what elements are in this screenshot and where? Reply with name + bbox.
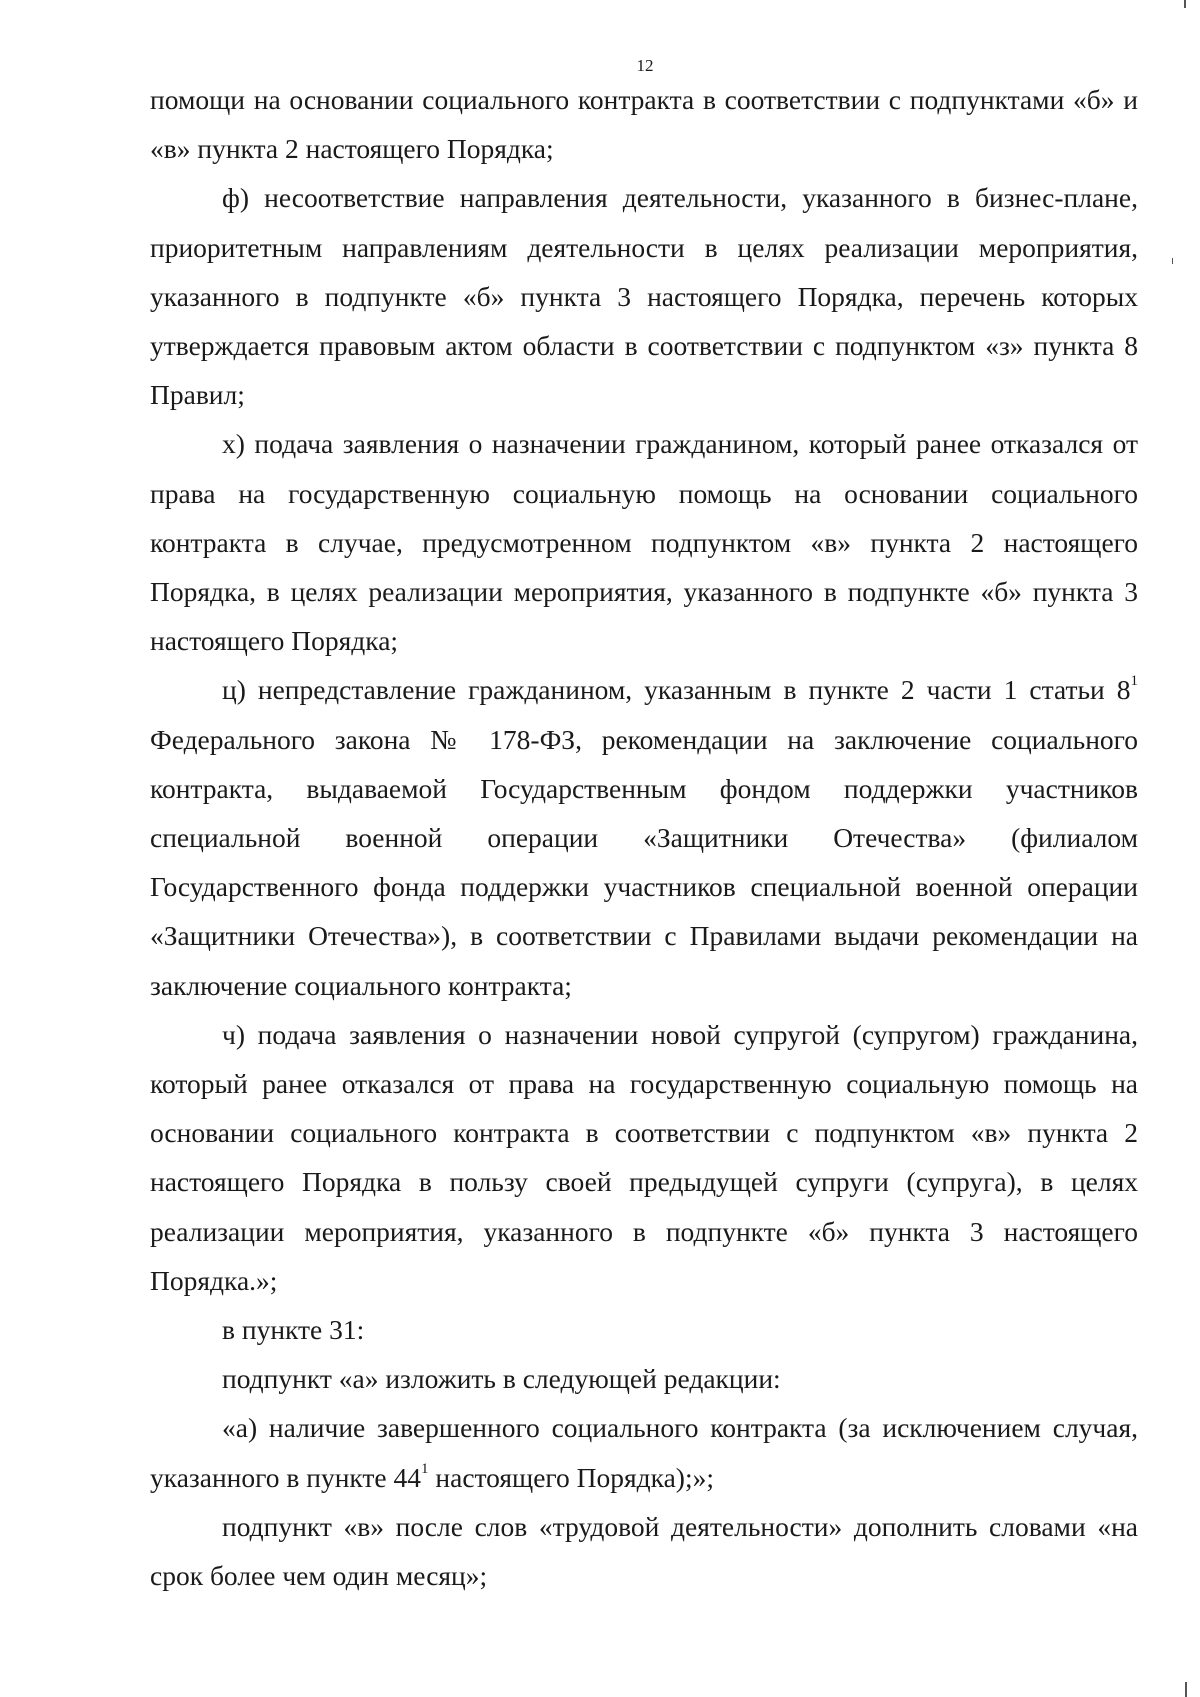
paragraph-ts-text-before: ц) непредставление гражданином, указанным в пункте 2 части 1 статьи 8: [222, 674, 1131, 706]
paragraph-ch: ч) подача заявления о назначении новой супругой (супругом) гражданина, который ранее отказался от права на государственную социальную помощь на основании социального контракта в соответствии с подпунктом «в» пункта 2 настоящего Порядка в пользу своей предыдущей супруги (супруга), в целях реализации мероприятия, указанного в подпункте «б» пункта 3 настоящего Порядка.»;: [150, 1018, 1138, 1296]
scan-mark-right: [1172, 258, 1173, 264]
paragraph-subitem-a-text-after: настоящего Порядка);»;: [428, 1461, 714, 1493]
paragraph-kh: х) подача заявления о назначении гражданином, который ранее отказался от права на государственную социальную помощь на основании социального контракта в случае, предусмотренном подпунктом «в» пункта 2 настоящего Порядка, в целях реализации мероприятия, указанного в подпункте «б» пункта 3 настоящего Порядка;: [150, 428, 1138, 657]
document-body: [150, 75, 1138, 1600]
paragraph-subitem-a-instruction: подпункт «а» изложить в следующей редакции:: [222, 1363, 781, 1395]
scan-mark-top-right: [1184, 0, 1186, 8]
scan-mark-bottom-right: [1185, 1682, 1187, 1697]
paragraph-subitem-a-superscript: 1: [421, 1460, 429, 1477]
paragraph-ts: [150, 665, 1138, 1009]
paragraph-subitem-v: подпункт «в» после слов «трудовой деятельности» дополнить словами «на срок более чем один месяц»;: [150, 1510, 1138, 1592]
paragraph-f: ф) несоответствие направления деятельности, указанного в бизнес-плане, приоритетным направлениям деятельности в целях реализации мероприятия, указанного в подпункте «б» пункта 3 настоящего Порядка, перечень которых утверждается правовым актом области в соответствии с подпунктом «з» пункта 8 Правил;: [150, 182, 1138, 411]
paragraph-subitem-a-text: [150, 1403, 1138, 1501]
page-number: 12: [636, 56, 654, 75]
paragraph-continuation: помощи на основании социального контракта в соответствии с подпунктами «б» и «в» пункта 2 настоящего Порядка;: [150, 84, 1138, 165]
paragraph-item-31: в пункте 31:: [222, 1314, 365, 1346]
paragraph-subitem-a-text-before: «а) наличие завершенного социального контракта (за исключением случая, указанного в пункте 44: [150, 1412, 1138, 1493]
paragraph-ts-superscript: 1: [1130, 673, 1138, 690]
paragraph-ts-text-after: Федерального закона № 178-ФЗ, рекомендации на заключение социального контракта, выдаваемой Государственным фондом поддержки участников специальной военной операции «Защитники Отечества» (филиалом Государственного фонда поддержки участников специальной военной операции «Защитники Отечества»), в соответствии с Правилами выдачи рекомендации на заключение социального контракта;: [150, 723, 1138, 1001]
